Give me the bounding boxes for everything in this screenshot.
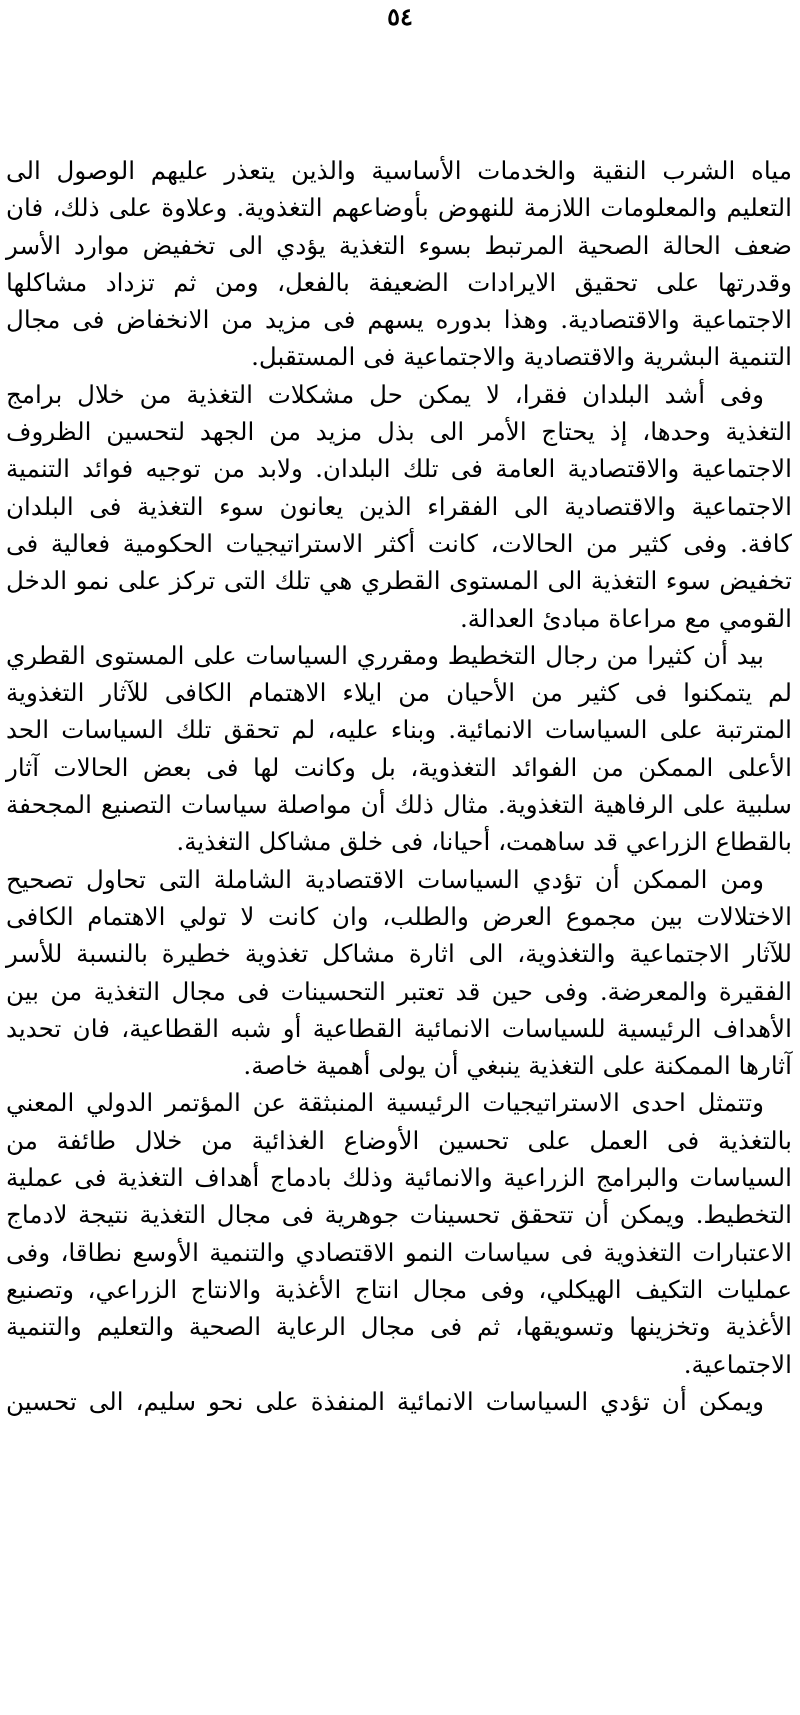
text-line: بالتغذية فى العمل على تحسين الأوضاع الغذائية من خلال طائفة من: [6, 1125, 792, 1155]
text-line: كافة. وفى كثير من الحالات، كانت أكثر الاستراتيجيات الحكومية فعالية فى: [6, 528, 792, 558]
text-line: القومي مع مراعاة مبادئ العدالة.: [459, 603, 792, 633]
text-line: بيد أن كثيرا من رجال التخطيط ومقرري السياسات على المستوى القطري: [6, 640, 764, 670]
text-line: الاعتبارات التغذوية فى سياسات النمو الاقتصادي والتنمية الأوسع نطاقا، وفى: [6, 1237, 792, 1267]
text-line: السياسات والبرامج الزراعية والانمائية وذلك بادماج أهداف التغذية فى عملية: [6, 1163, 792, 1193]
text-line: ومن الممكن أن تؤدي السياسات الاقتصادية الشاملة التى تحاول تصحيح: [6, 864, 764, 894]
text-line: لم يتمكنوا فى كثير من الأحيان من ايلاء الاهتمام الكافى للآثار التغذوية: [6, 678, 792, 708]
text-line: الاجتماعية والاقتصادية الى الفقراء الذين يعانون سوء التغذية فى البلدان: [6, 491, 792, 521]
text-line: للآثار الاجتماعية والتغذوية، الى اثارة مشاكل تغذوية خطيرة بالنسبة للأسر: [6, 939, 792, 969]
text-line: الاجتماعية والاقتصادية. وهذا بدوره يسهم فى مزيد من الانخفاض فى مجال: [6, 305, 792, 335]
text-line: عمليات التكيف الهيكلي، وفى مجال انتاج الأغذية والانتاج الزراعي، وتصنيع: [6, 1274, 792, 1304]
text-line: ويمكن أن تؤدي السياسات الانمائية المنفذة على نحو سليم، الى تحسين: [6, 1386, 764, 1416]
text-line: بالقطاع الزراعي قد ساهمت، أحيانا، فى خلق مشاكل التغذية.: [176, 827, 792, 857]
text-line: آثارها الممكنة على التغذية ينبغي أن يولى أهمية خاصة.: [243, 1051, 792, 1081]
text-line: ضعف الحالة الصحية المرتبط بسوء التغذية يؤدي الى تخفيض موارد الأسر: [6, 230, 792, 260]
text-line: الاجتماعية.: [683, 1349, 792, 1379]
text-line: الأعلى الممكن من الفوائد التغذوية، بل وكانت لها فى بعض الحالات آثار: [6, 752, 792, 782]
text-line: الأهداف الرئيسية للسياسات الانمائية القطاعية أو شبه القطاعية، فان تحديد: [6, 1013, 792, 1043]
text-line: الأغذية وتخزينها وتسويقها، ثم فى مجال الرعاية الصحية والتعليم والتنمية: [6, 1312, 792, 1342]
text-line: التعليم والمعلومات اللازمة للنهوض بأوضاعهم التغذوية. وعلاوة على ذلك، فان: [6, 193, 792, 223]
text-line: الفقيرة والمعرضة. وفى حين قد تعتبر التحسينات فى مجال التغذية من بين: [6, 976, 792, 1006]
text-line: التخطيط. ويمكن أن تتحقق تحسينات جوهرية فى مجال التغذية نتيجة لادماج: [6, 1200, 792, 1230]
text-line: سلبية على الرفاهية التغذوية. مثال ذلك أن مواصلة سياسات التصنيع المجحفة: [6, 790, 792, 820]
text-line: وتتمثل احدى الاستراتيجيات الرئيسية المنبثقة عن المؤتمر الدولي المعني: [6, 1088, 764, 1118]
body-text: [6, 152, 792, 1420]
text-line: تخفيض سوء التغذية الى المستوى القطري هي تلك التى تركز على نمو الدخل: [6, 566, 792, 596]
text-line: مياه الشرب النقية والخدمات الأساسية والذين يتعذر عليهم الوصول الى: [6, 156, 792, 185]
text-line: وفى أشد البلدان فقرا، لا يمكن حل مشكلات التغذية من خلال برامج: [6, 379, 764, 409]
text-line: وقدرتها على تحقيق الايرادات الضعيفة بالفعل، ومن ثم تزداد مشاكلها: [6, 267, 792, 297]
text-line: الاجتماعية والاقتصادية العامة فى تلك البلدان. ولابد من توجيه فوائد التنمية: [6, 454, 792, 484]
text-line: الاختلالات بين مجموع العرض والطلب، وان كانت لا تولي الاهتمام الكافى: [6, 901, 792, 931]
text-line: المترتبة على السياسات الانمائية. وبناء عليه، لم تحقق تلك السياسات الحد: [6, 715, 792, 745]
text-line: التنمية البشرية والاقتصادية والاجتماعية فى المستقبل.: [251, 342, 792, 372]
text-line: التغذية وحدها، إذ يحتاج الأمر الى بذل مزيد من الجهد لتحسين الظروف: [6, 417, 792, 447]
page-number: ٥٤: [387, 2, 413, 31]
